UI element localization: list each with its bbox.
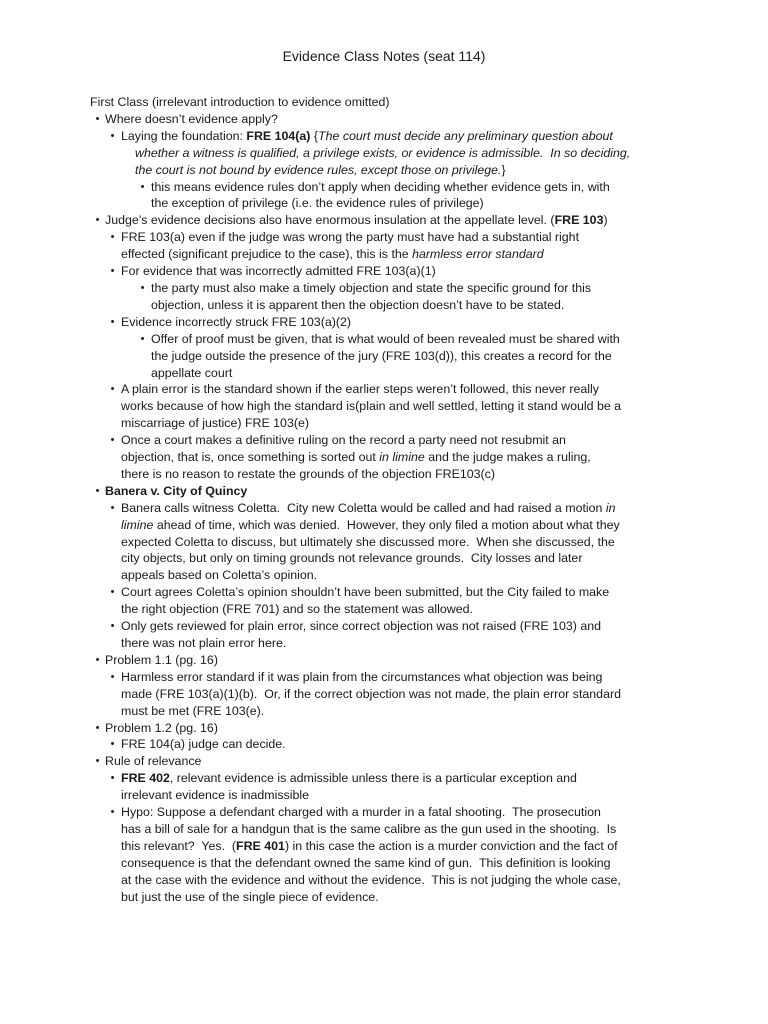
text-run: there was not plain error here. [121, 636, 287, 650]
bullet-item [90, 212, 682, 229]
text-run: expected Coletta to discuss, but ultimately she discussed more. When she discussed, the [121, 534, 615, 549]
text-run: effected (significant prejudice to the case), this is the [121, 247, 413, 262]
text-line [90, 872, 682, 889]
text-run: Hypo: Suppose a defendant charged with a murder in a fatal shooting. The prosecution [121, 805, 601, 820]
text-run: Once a court makes a definitive ruling on the record a party need not resubmit an [121, 433, 566, 448]
bullet-item [90, 128, 682, 145]
text-run: FRE 402 [121, 771, 170, 786]
bullet-marker: • [110, 501, 115, 514]
bullet-item [90, 618, 682, 635]
text-line [90, 821, 682, 838]
text-run: FRE 103(a) even if the judge was wrong the party must have had a substantial right [121, 230, 580, 245]
bullet-marker: • [95, 112, 100, 125]
text-run: Only gets reviewed for plain error, since correct objection was not raised (FRE 103) and [121, 619, 602, 634]
text-run: , relevant evidence is admissible unless there is a particular exception and [169, 771, 577, 786]
page-title: Evidence Class Notes (seat 114) [282, 48, 486, 64]
text-run: FRE 401 [236, 838, 285, 853]
text-run: Offer of proof must be given, that is what would of been revealed must be shared with [151, 331, 620, 346]
text-run: limine [121, 517, 154, 532]
text-run: A plain error is the standard shown if the earlier steps weren’t followed, this never really [121, 382, 599, 397]
text-line [90, 889, 682, 906]
text-run: must be met (FRE 103(e). [121, 703, 265, 718]
text-run: the court is not bound by evidence rules, except those on privilege. [135, 162, 502, 177]
text-run: FRE 104(a) judge can decide. [121, 737, 286, 752]
bullet-marker: • [110, 231, 115, 244]
text-run: the party must also make a timely objection and state the specific ground for this [151, 280, 592, 295]
text-run: appellate court [151, 365, 233, 380]
bullet-marker: • [140, 332, 145, 345]
text-run: FRE 103 [554, 213, 604, 228]
text-run: Harmless error standard if it was plain from the circumstances what objection was being [121, 669, 603, 684]
text-run: ahead of time, which was denied. However, they only filed a motion about what they [153, 517, 620, 532]
text-line [90, 297, 682, 314]
text-line [90, 348, 682, 365]
text-run: Problem 1.2 (pg. 16) [105, 720, 218, 735]
text-run: Evidence incorrectly struck FRE 103(a)(2) [121, 314, 351, 329]
bullet-marker: • [95, 721, 100, 734]
text-run: Banera v. City of Quincy [105, 483, 248, 498]
bullet-marker: • [95, 214, 100, 227]
text-run: but just the use of the single piece of evidence. [121, 889, 379, 904]
bullet-marker: • [110, 129, 115, 142]
bullet-item [90, 804, 682, 821]
bullet-item [90, 179, 682, 196]
bullet-marker: • [110, 265, 115, 278]
text-run: For evidence that was incorrectly admitted FRE 103(a)(1) [121, 264, 436, 279]
text-run: } [501, 162, 506, 177]
bullet-item [90, 753, 682, 770]
text-line [90, 449, 682, 466]
bullet-item [90, 280, 682, 297]
text-run: FRE 104(a) [246, 128, 311, 143]
text-line [90, 466, 682, 483]
text-run: Court agrees Coletta’s opinion shouldn’t have been submitted, but the City failed to make [121, 585, 610, 600]
text-line [90, 567, 682, 584]
bullet-marker: • [110, 670, 115, 683]
bullet-item [90, 483, 682, 500]
bullet-marker: • [110, 738, 115, 751]
text-run: objection, that is, once something is sorted out [121, 450, 380, 465]
text-run: at the case with the evidence and without the evidence. This is not judging the whole case, [121, 872, 621, 887]
text-run: The court must decide any preliminary question about [318, 128, 613, 143]
bullet-marker: • [110, 772, 115, 785]
bullet-marker: • [110, 434, 115, 447]
bullet-marker: • [110, 383, 115, 396]
text-line [90, 246, 682, 263]
text-line [90, 838, 682, 855]
text-run: in [605, 500, 616, 515]
text-run: Rule of relevance [105, 754, 202, 769]
text-run: made (FRE 103(a)(1)(b). Or, if the correct objection was not made, the plain error standard [121, 686, 621, 701]
text-run: city objects, but only on timing grounds not relevance grounds. City losses and later [121, 551, 583, 566]
text-run: First Class (irrelevant introduction to evidence omitted) [90, 95, 390, 109]
text-line [90, 635, 682, 652]
text-run: Laying the foundation: [121, 128, 247, 143]
text-line [90, 601, 682, 618]
text-run: the judge outside the presence of the jury (FRE 103(d)), this creates a record for the [151, 348, 612, 363]
bullet-item [90, 770, 682, 787]
text-run: and the judge makes a ruling, [424, 450, 591, 465]
text-run: in limine [379, 450, 425, 465]
text-line [90, 517, 682, 534]
text-run: there is no reason to restate the grounds of the objection FRE103(c) [121, 466, 496, 481]
text-line [90, 195, 682, 212]
text-run: works because of how high the standard is(plain and well settled, letting it stand would be a [121, 399, 622, 414]
text-line [90, 94, 682, 111]
text-run: irrelevant evidence is inadmissible [121, 788, 310, 803]
bullet-marker: • [140, 281, 145, 294]
text-line [90, 787, 682, 804]
text-line [90, 855, 682, 872]
text-run: objection, unless it is apparent then the objection doesn’t have to be stated. [151, 297, 565, 312]
bullet-item [90, 331, 682, 348]
text-run: has a bill of sale for a handgun that is the same calibre as the gun used in the shooting. Is [121, 821, 617, 836]
text-run: ) in this case the action is a murder conviction and the fact of [284, 838, 618, 853]
bullet-item [90, 652, 682, 669]
text-run: the exception of privilege (i.e. the evidence rules of privilege) [151, 196, 484, 211]
bullet-item [90, 111, 682, 128]
bullet-item [90, 500, 682, 517]
bullet-item [90, 720, 682, 737]
text-line [90, 398, 682, 415]
text-line [90, 365, 682, 382]
text-run: appeals based on Coletta’s opinion. [121, 568, 318, 583]
bullet-item [90, 432, 682, 449]
text-run: miscarriage of justice) FRE 103(e) [121, 416, 309, 431]
bullet-marker: • [110, 315, 115, 328]
text-line [90, 550, 682, 567]
text-run: ) [603, 213, 608, 228]
text-run: whether a witness is qualified, a privilege exists, or evidence is admissible. In so deciding, [135, 145, 631, 160]
bullet-marker: • [110, 586, 115, 599]
text-line [90, 415, 682, 432]
bullet-item [90, 229, 682, 246]
text-run: consequence is that the defendant owned the same kind of gun. This definition is looking [121, 855, 611, 870]
text-run: { [310, 128, 319, 143]
text-run: Where doesn’t evidence apply? [105, 111, 278, 126]
text-run: Problem 1.1 (pg. 16) [105, 652, 218, 667]
bullet-item [90, 381, 682, 398]
bullet-marker: • [110, 620, 115, 633]
text-run: Banera calls witness Coletta. City new Coletta would be called and had raised a motion [121, 500, 606, 515]
text-line [90, 534, 682, 551]
notes-body [90, 94, 682, 906]
text-run: the right objection (FRE 701) and so the statement was allowed. [121, 602, 473, 617]
bullet-marker: • [95, 653, 100, 666]
text-run: this relevant? Yes. ( [121, 838, 237, 853]
text-line [90, 145, 682, 162]
bullet-marker: • [95, 755, 100, 768]
bullet-item [90, 263, 682, 280]
text-line [90, 703, 682, 720]
bullet-item [90, 736, 682, 753]
bullet-item [90, 584, 682, 601]
bullet-marker: • [140, 180, 145, 193]
bullet-marker: • [110, 806, 115, 819]
bullet-marker: • [95, 484, 100, 497]
bullet-item [90, 669, 682, 686]
bullet-item [90, 314, 682, 331]
text-run: Judge’s evidence decisions also have enormous insulation at the appellate level. ( [105, 213, 555, 228]
text-run: this means evidence rules don’t apply when deciding whether evidence gets in, with [151, 179, 610, 194]
text-line [90, 162, 682, 179]
text-line [90, 686, 682, 703]
text-run: harmless error standard [412, 247, 544, 262]
